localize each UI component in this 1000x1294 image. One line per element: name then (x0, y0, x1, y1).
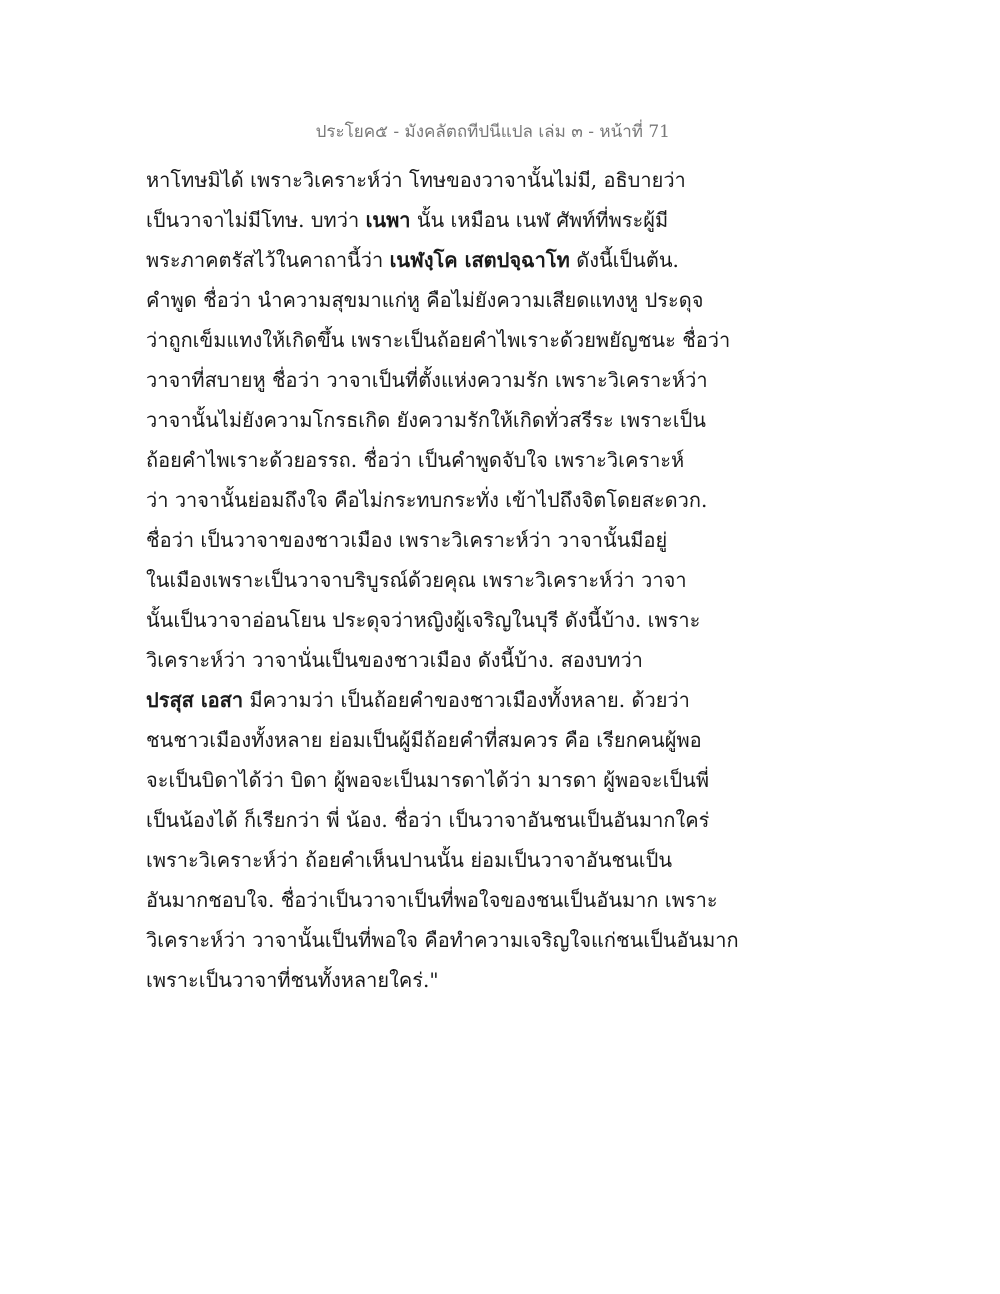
text-segment: มีความว่า เป็นถ้อยคำของชาวเมืองทั้งหลาย. ด้วยว่า (243, 688, 690, 712)
text-line (146, 520, 706, 560)
text-segment: หาโทษมิได้ เพราะวิเคราะห์ว่า โทษของวาจานั้นไม่มี, อธิบายว่า (146, 168, 686, 192)
text-segment: เป็นน้องได้ ก็เรียกว่า พี่ น้อง. ชื่อว่า เป็นวาจาอันชนเป็นอันมากใคร่ (146, 808, 710, 832)
text-line (146, 840, 706, 880)
text-segment: จะเป็นบิดาได้ว่า บิดา ผู้พอจะเป็นมารดาได้ว่า มารดา ผู้พอจะเป็นพี่ (146, 768, 710, 792)
text-segment: พระภาคตรัสไว้ในคาถานี้ว่า (146, 248, 390, 272)
text-segment: อันมากชอบใจ. ชื่อว่าเป็นวาจาเป็นที่พอใจของชนเป็นอันมาก เพราะ (146, 888, 718, 912)
bold-term: เนพา (365, 208, 411, 232)
text-segment: ว่าถูกเข็มแทงให้เกิดขึ้น เพราะเป็นถ้อยคำไพเราะด้วยพยัญชนะ ชื่อว่า (146, 328, 731, 352)
text-line (146, 680, 706, 720)
text-line (146, 200, 706, 240)
text-segment: ชื่อว่า เป็นวาจาของชาวเมือง เพราะวิเคราะห์ว่า วาจานั้นมีอยู่ (146, 528, 668, 552)
text-line (146, 480, 706, 520)
text-line (146, 400, 706, 440)
text-line (146, 880, 718, 920)
text-line (146, 560, 706, 600)
text-line (146, 240, 706, 280)
text-line (146, 920, 739, 960)
bold-term: เนฬงฺโค เสตปจฺฉาโท (389, 248, 570, 272)
text-segment: ดังนี้เป็นต้น. (569, 248, 679, 272)
text-line (146, 320, 731, 360)
running-header: ประโยค๕ - มังคลัตถทีปนีแปล เล่ม ๓ - หน้าที่ 71 (315, 122, 670, 142)
text-segment: เป็นวาจาไม่มีโทษ. บทว่า (146, 208, 366, 232)
text-line (146, 960, 706, 1000)
text-line (146, 640, 706, 680)
bold-term: ปรสุส เอสา (146, 688, 244, 712)
text-segment: วาจานั้นไม่ยังความโกรธเกิด ยังความรักให้เกิดทั่วสรีระ เพราะเป็น (146, 408, 706, 432)
text-line (146, 600, 706, 640)
text-segment: ในเมืองเพราะเป็นวาจาบริบูรณ์ด้วยคุณ เพราะวิเคราะห์ว่า วาจา (146, 568, 687, 592)
text-line (146, 160, 706, 200)
text-line (146, 280, 706, 320)
text-segment: ชนชาวเมืองทั้งหลาย ย่อมเป็นผู้มีถ้อยคำที่สมควร คือ เรียกคนผู้พอ (146, 728, 702, 752)
body-text (146, 160, 739, 1000)
text-segment: นั้น เหมือน เนฬ ศัพท์ที่พระผู้มี (410, 208, 669, 232)
text-segment: ว่า วาจานั้นย่อมถึงใจ คือไม่กระทบกระทั่ง เข้าไปถึงจิตโดยสะดวก. (146, 488, 708, 512)
text-segment: ถ้อยคำไพเราะด้วยอรรถ. ชื่อว่า เป็นคำพูดจับใจ เพราะวิเคราะห์ (146, 448, 685, 472)
text-segment: เพราะเป็นวาจาที่ชนทั้งหลายใคร่." (146, 968, 439, 992)
text-segment: นั้นเป็นวาจาอ่อนโยน ประดุจว่าหญิงผู้เจริญในบุรี ดังนี้บ้าง. เพราะ (146, 608, 701, 632)
text-line (146, 360, 706, 400)
text-segment: วิเคราะห์ว่า วาจานั้นเป็นที่พอใจ คือทำความเจริญใจแก่ชนเป็นอันมาก (146, 928, 739, 952)
text-line (146, 800, 710, 840)
text-line (146, 720, 706, 760)
text-line (146, 760, 710, 800)
text-segment: เพราะวิเคราะห์ว่า ถ้อยคำเห็นปานนั้น ย่อมเป็นวาจาอันชนเป็น (146, 848, 672, 872)
text-segment: วาจาที่สบายหู ชื่อว่า วาจาเป็นที่ตั้งแห่งความรัก เพราะวิเคราะห์ว่า (146, 368, 708, 392)
text-line (146, 440, 706, 480)
text-segment: คำพูด ชื่อว่า นำความสุขมาแก่หู คือไม่ยังความเสียดแทงหู ประดุจ (146, 288, 704, 312)
text-segment: วิเคราะห์ว่า วาจานั่นเป็นของชาวเมือง ดังนี้บ้าง. สองบทว่า (146, 648, 643, 672)
